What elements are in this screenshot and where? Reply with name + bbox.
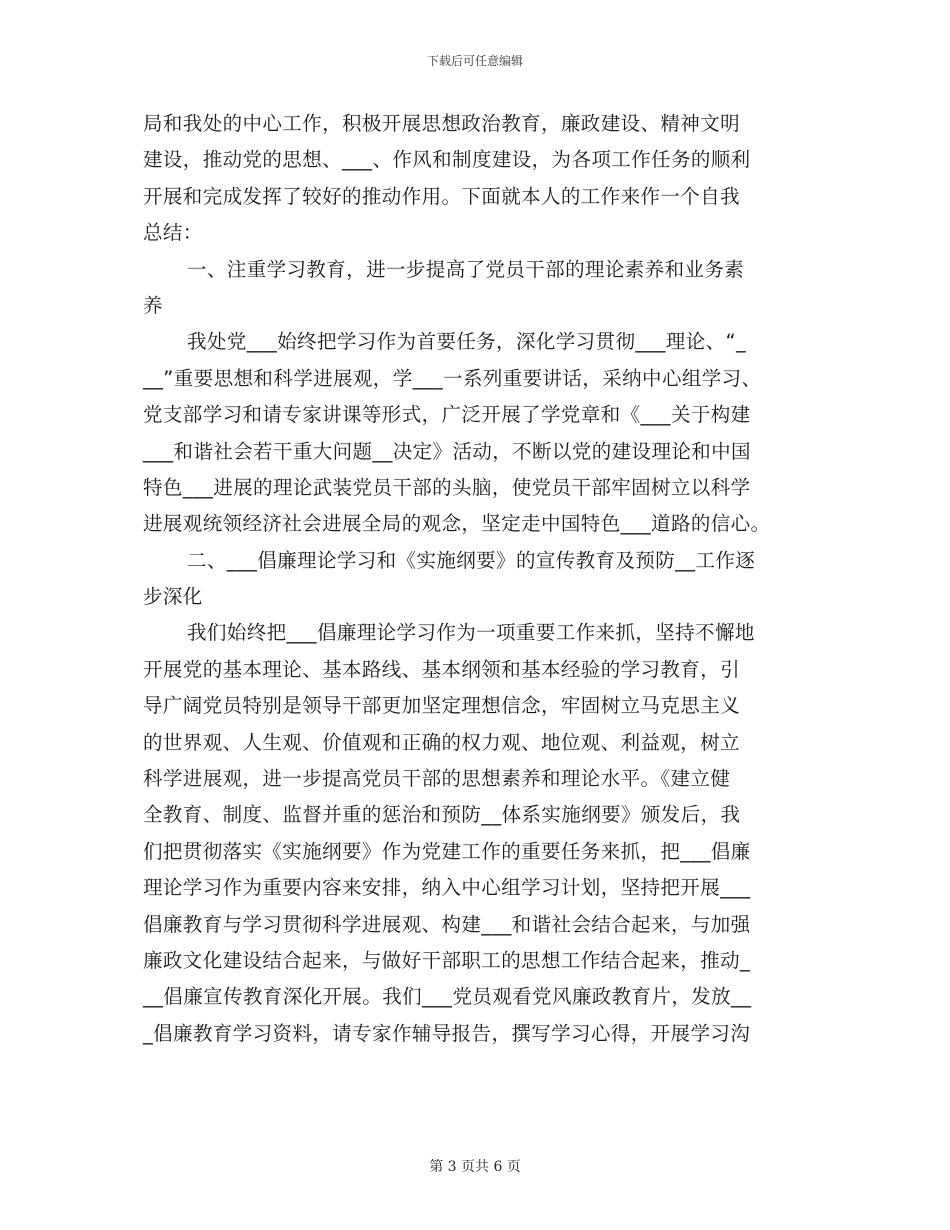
text-line: 导广阔党员特别是领导干部更加坚定理想信念，牢固树立马克思主义 bbox=[143, 694, 741, 718]
text-line: 建设，推动党的思想、___、作风和制度建设，为各项工作任务的顺利 bbox=[143, 148, 751, 172]
text-line: 我们始终把___倡廉理论学习作为一项重要工作来抓，坚持不懈地 bbox=[187, 621, 755, 645]
text-line: 廉政文化建设结合起来，与做好干部职工的思想工作结合起来，推动_ bbox=[143, 948, 751, 972]
text-line: 倡廉教育与学习贯彻科学进展观、构建___和谐社会结合起来，与加强 bbox=[143, 912, 751, 936]
text-line: 进展观统领经济社会进展全局的观念，坚定走中国特色___道路的信心。 bbox=[143, 512, 771, 536]
text-line: 开展党的基本理论、基本路线、基本纲领和基本经验的学习教育，引 bbox=[143, 657, 741, 681]
text-line: 们把贯彻落实《实施纲要》作为党建工作的重要任务来抓，把___倡廉 bbox=[143, 839, 751, 863]
text-line: 的世界观、人生观、价值观和正确的权力观、地位观、利益观，树立 bbox=[143, 730, 741, 754]
text-line: 局和我处的中心工作，积极开展思想政治教育，廉政建设、精神文明 bbox=[143, 112, 741, 135]
text-line: 我处党___始终把学习作为首要任务，深化学习贯彻___理论、“_ bbox=[187, 330, 747, 354]
text-line: __”重要思想和科学进展观，学___一系列重要讲话，采纳中心组学习、 bbox=[143, 366, 762, 390]
page-header: 下载后可任意编辑 bbox=[426, 54, 523, 68]
text-line: 步深化 bbox=[143, 585, 203, 609]
text-line: 科学进展观，进一步提高党员干部的思想素养和理论水平。《建立健 bbox=[143, 767, 731, 791]
text-line: 特色___进展的理论武装党员干部的头脑，使党员干部牢固树立以科学 bbox=[143, 475, 751, 499]
text-line: 理论学习作为重要内容来安排，纳入中心组学习计划，坚持把开展___ bbox=[143, 876, 751, 900]
text-line: 二、___倡廉理论学习和《实施纲要》的宣传教育及预防__工作逐 bbox=[187, 548, 756, 572]
text-line: _倡廉教育学习资料，请专家作辅导报告，撰写学习心得，开展学习沟 bbox=[143, 1021, 751, 1045]
text-line: __倡廉宣传教育深化开展。我们___党员观看党风廉政教育片，发放__ bbox=[143, 985, 752, 1009]
text-line: 党支部学习和请专家讲课等形式，广泛开展了学党章和《___关于构建 bbox=[143, 403, 751, 427]
document-body bbox=[143, 106, 813, 1052]
text-line: 开展和完成发挥了较好的推动作用。下面就本人的工作来作一个自我 bbox=[143, 184, 741, 208]
text-line: ___和谐社会若干重大问题__决定》活动，不断以党的建设理论和中国 bbox=[143, 439, 751, 463]
text-line: 一、注重学习教育，进一步提高了党员干部的理论素养和业务素 bbox=[187, 257, 745, 281]
page-number-footer: 第 3 页共 6 页 bbox=[429, 1159, 521, 1175]
text-line: 全教育、制度、监督并重的惩治和预防__体系实施纲要》颁发后，我 bbox=[143, 803, 741, 827]
text-line: 养 bbox=[143, 293, 163, 317]
text-line: 总结： bbox=[143, 221, 203, 245]
